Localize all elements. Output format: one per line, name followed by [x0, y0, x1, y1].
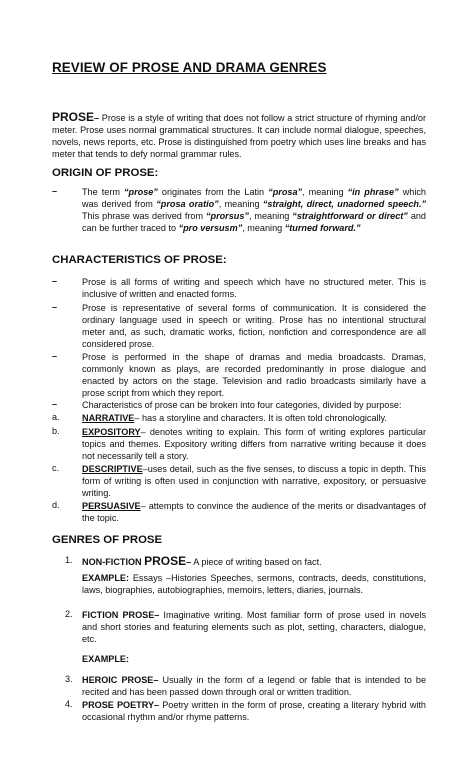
characteristics-heading: CHARACTERISTICS OF PROSE:: [52, 254, 227, 266]
category-label: a.: [52, 412, 60, 422]
genre-label: 3.: [65, 674, 73, 684]
category-label: d.: [52, 500, 60, 510]
genre-label: 2.: [65, 609, 73, 619]
category-descriptive: DESCRIPTIVE–uses detail, such as the five senses, to discuss a topic in depth. This form of writing is often used in conjunction with narrative, expository, or persuasive writing.: [82, 464, 426, 499]
genre-heroic: HEROIC PROSE– Usually in the form of a legend or fable that is intended to be recited and has been passed down through oral or written tradition.: [82, 675, 426, 698]
prose-definition: PROSE– Prose is a style of writing that does not follow a strict structure of rhyming and/or meter. Prose uses normal grammatical structures. It can include normal dialogue, speeches, novels, news reports, etc. Prose is distinguished from poetry which uses line breaks and has meter that tends to defy normal grammar rules.: [52, 110, 426, 160]
genre-fiction: FICTION PROSE– Imaginative writing. Most familiar form of prose used in novels and short stories and featuring elements such as plot, setting, characters, dialogue, etc.: [82, 610, 426, 645]
origin-heading: ORIGIN OF PROSE:: [52, 167, 159, 179]
genre-non-fiction: NON-FICTION PROSE– A piece of writing based on fact.: [82, 554, 322, 568]
origin-text: The term “prose” originates from the Latin “prosa”, meaning “in phrase” which was derived from “prosa oratio”, meaning “straight, direct, unadorned speech.” This phrase was derived from “prorsus”, meaning “straightforward or direct” and can be further traced to “pro versusm”, meaning “turned forward.”: [82, 187, 427, 234]
prose-definition-text: Prose is a style of writing that does not follow a strict structure of rhyming and/or meter. Prose uses normal grammatical structures. It can include normal dialogue, speeches, novels, news reports, etc. Prose is distinguished from poetry which uses line breaks and has meter that tends to defy normal grammar rules.: [52, 113, 426, 160]
characteristics-bullet: –: [52, 302, 58, 312]
characteristic-item: Prose is representative of several forms of communication. It is considered the ordinary language used in speech or writing. Prose has no intentional structural meter and, as such, dramatic works, fiction, nonfiction and correspondence are all considered prose.: [82, 303, 426, 350]
category-label: b.: [52, 426, 60, 436]
category-persuasive: PERSUASIVE– attempts to convince the audience of the merits or disadvantages of the topic.: [82, 501, 426, 524]
genre-prose-poetry: PROSE POETRY– Poetry written in the form of prose, creating a literary hybrid with occasional rhythm and/or rhyme patterns.: [82, 700, 426, 723]
origin-bullet: –: [52, 186, 58, 196]
category-label: c.: [52, 463, 60, 473]
category-expository: EXPOSITORY– denotes writing to explain. This form of writing explores particular topics and themes. Expository writing differs from narrative writing because it does not necessarily tell a story.: [82, 427, 426, 462]
genre-label: 1.: [65, 555, 73, 565]
genre-label: 4.: [65, 699, 73, 709]
category-narrative: NARRATIVE– has a storyline and characters. It is often told chronologically.: [82, 413, 387, 423]
prose-term: PROSE: [52, 110, 95, 124]
characteristics-bullet: –: [52, 351, 58, 361]
characteristics-bullet: –: [52, 399, 58, 409]
characteristic-item: Prose is all forms of writing and speech which have no structured meter. This is inclusive of written and enacted forms.: [82, 277, 426, 300]
characteristic-item: Prose is performed in the shape of dramas and media broadcasts. Dramas, commonly known as plays, are recorded predominantly in prose dialogue and enacted by actors on the stage. Television and radio broadcasts similarly have a prose script from which they report.: [82, 352, 426, 399]
genre-example-2: EXAMPLE:: [82, 654, 129, 664]
genre-example-1: EXAMPLE: Essays –Histories Speeches, sermons, contracts, deeds, constitutions, laws, biographies, autobiographies, memoirs, letters, diaries, journals.: [82, 573, 426, 596]
page-title: REVIEW OF PROSE AND DRAMA GENRES: [52, 60, 327, 75]
genres-heading: GENRES OF PROSE: [52, 534, 163, 546]
characteristic-item: Characteristics of prose can be broken into four categories, divided by purpose:: [82, 400, 402, 410]
characteristics-bullet: –: [52, 276, 58, 286]
